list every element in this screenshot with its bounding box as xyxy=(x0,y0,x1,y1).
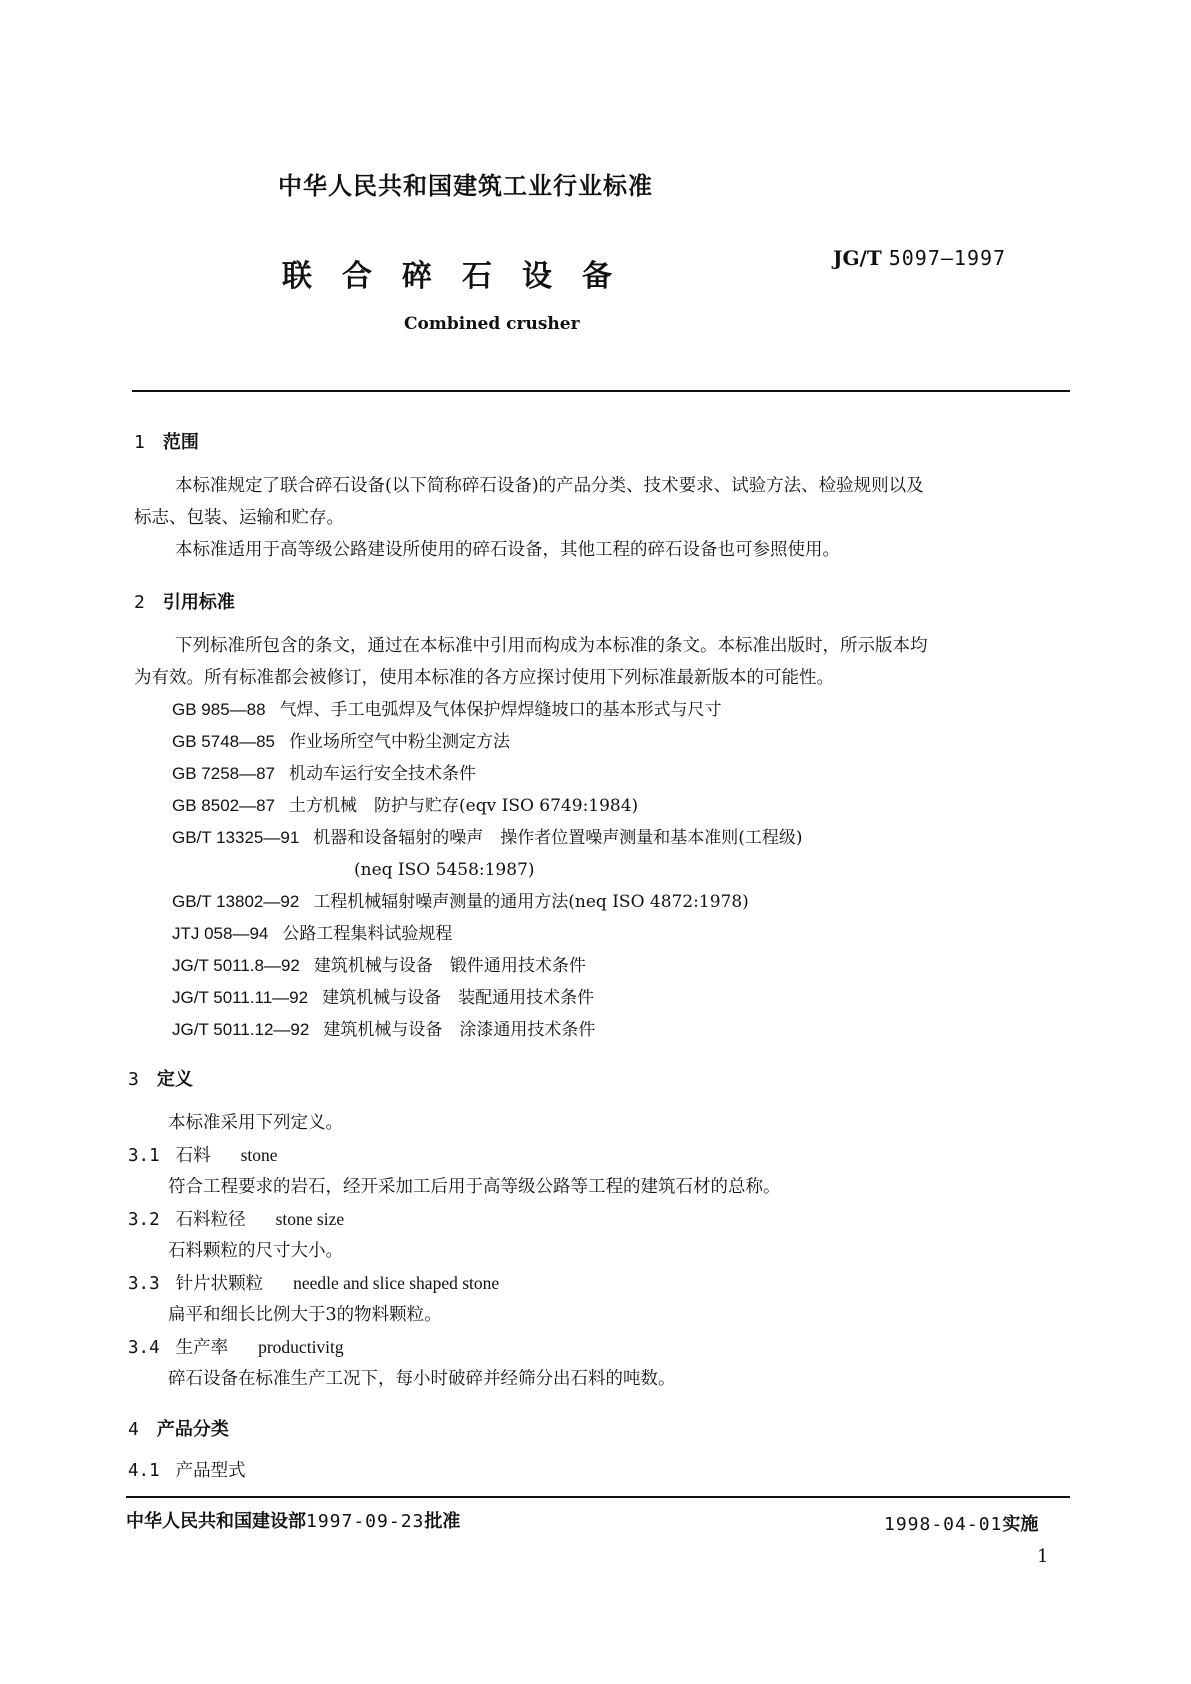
approval-line xyxy=(126,1507,460,1533)
section-2-heading xyxy=(134,588,235,614)
section-title: 范围 xyxy=(162,432,199,453)
reference-code: GB 7258—87 xyxy=(172,764,276,783)
reference-title: 工程机械辐射噪声测量的通用方法(neq ISO 4872:1978) xyxy=(313,892,749,912)
standard-code xyxy=(833,246,1006,270)
subsection-heading xyxy=(128,1455,246,1487)
issuer-line: 中华人民共和国建筑工业行业标准 xyxy=(278,172,653,200)
reference-item xyxy=(172,822,803,854)
definition-term-cn: 针片状颗粒 xyxy=(175,1274,264,1294)
reference-title: 建筑机械与设备 装配通用技术条件 xyxy=(322,988,595,1008)
reference-item-continuation xyxy=(354,854,535,886)
paragraph: 标志、包装、运输和贮存。 xyxy=(134,508,344,528)
definition-term-en: productivitg xyxy=(258,1337,344,1357)
approve-date: 1997-09-23 xyxy=(306,1511,425,1532)
definition-term-en: needle and slice shaped stone xyxy=(293,1273,500,1293)
definition-number: 3.4 xyxy=(128,1338,160,1358)
definition-description: 扁平和细长比例大于3的物料颗粒。 xyxy=(168,1305,442,1325)
section-number: 4 xyxy=(128,1419,139,1440)
definition-number: 3.2 xyxy=(128,1210,160,1230)
reference-title: (neq ISO 5458:1987) xyxy=(354,860,535,880)
definition-term xyxy=(128,1331,344,1364)
definition-term-cn: 生产率 xyxy=(175,1338,229,1358)
reference-code: GB 8502—87 xyxy=(172,796,276,815)
definition-description: 石料颗粒的尺寸大小。 xyxy=(168,1241,343,1261)
reference-code: GB/T 13802—92 xyxy=(172,892,300,911)
approver: 中华人民共和国建设部 xyxy=(126,1511,306,1532)
document-title-en: Combined crusher xyxy=(404,314,580,334)
section-4-heading xyxy=(128,1415,229,1441)
reference-item xyxy=(172,918,452,950)
reference-item xyxy=(172,694,722,726)
approve-label: 批准 xyxy=(424,1511,461,1532)
reference-code: JTJ 058—94 xyxy=(172,924,269,943)
reference-title: 机器和设备辐射的噪声 操作者位置噪声测量和基本准则(工程级) xyxy=(313,828,803,848)
standard-code-prefix: JG/T xyxy=(833,246,882,270)
section-3-heading xyxy=(128,1065,193,1091)
reference-code: JG/T 5011.12—92 xyxy=(172,1020,310,1039)
reference-item xyxy=(172,726,510,758)
reference-code: GB 5748—85 xyxy=(172,732,276,751)
header-divider xyxy=(132,390,1070,392)
section-number: 3 xyxy=(128,1069,139,1090)
definition-term-cn: 石料粒径 xyxy=(175,1210,246,1230)
section-number: 2 xyxy=(134,592,145,613)
paragraph: 下列标准所包含的条文，通过在本标准中引用而构成为本标准的条文。本标准出版时，所示版本均 xyxy=(175,636,928,656)
effective-date: 1998-04-01 xyxy=(884,1514,1003,1535)
paragraph: 为有效。所有标准都会被修订，使用本标准的各方应探讨使用下列标准最新版本的可能性。 xyxy=(134,668,834,688)
subsection-title: 产品型式 xyxy=(175,1461,246,1481)
reference-item xyxy=(172,982,594,1014)
reference-title: 气焊、手工电弧焊及气体保护焊焊缝坡口的基本形式与尺寸 xyxy=(279,700,722,720)
reference-title: 公路工程集料试验规程 xyxy=(282,924,453,944)
definition-term-en: stone xyxy=(240,1145,278,1165)
standard-code-number: 5097—1997 xyxy=(888,246,1007,270)
reference-code: GB 985—88 xyxy=(172,700,266,719)
subsection-number: 4.1 xyxy=(128,1461,160,1481)
document-title-cn: 联合碎石设备 xyxy=(282,259,642,294)
reference-code: JG/T 5011.11—92 xyxy=(172,988,309,1007)
section-number: 1 xyxy=(134,432,145,453)
section-title: 引用标准 xyxy=(162,592,235,613)
effective-line xyxy=(884,1510,1038,1536)
reference-title: 土方机械 防护与贮存(eqv ISO 6749:1984) xyxy=(289,796,639,816)
definition-number: 3.1 xyxy=(128,1146,160,1166)
reference-title: 建筑机械与设备 涂漆通用技术条件 xyxy=(323,1020,596,1040)
reference-item xyxy=(172,790,638,822)
reference-item xyxy=(172,886,749,918)
section-title: 产品分类 xyxy=(156,1419,229,1440)
definition-term xyxy=(128,1267,499,1300)
paragraph: 本标准采用下列定义。 xyxy=(168,1113,343,1133)
definition-term-cn: 石料 xyxy=(175,1146,211,1166)
page-number: 1 xyxy=(1037,1546,1049,1567)
section-title: 定义 xyxy=(156,1069,193,1090)
reference-item xyxy=(172,1014,595,1046)
definition-term-en: stone size xyxy=(275,1209,345,1229)
reference-title: 作业场所空气中粉尘测定方法 xyxy=(289,732,511,752)
reference-code: GB/T 13325—91 xyxy=(172,828,300,847)
definition-description: 碎石设备在标准生产工况下，每小时破碎并经筛分出石料的吨数。 xyxy=(168,1369,676,1389)
reference-title: 机动车运行安全技术条件 xyxy=(289,764,477,784)
reference-title: 建筑机械与设备 锻件通用技术条件 xyxy=(313,956,586,976)
definition-description: 符合工程要求的岩石，经开采加工后用于高等级公路等工程的建筑石材的总称。 xyxy=(168,1177,781,1197)
paragraph: 本标准规定了联合碎石设备(以下简称碎石设备)的产品分类、技术要求、试验方法、检验规则以及 xyxy=(175,476,924,496)
footer-divider xyxy=(126,1496,1070,1498)
paragraph: 本标准适用于高等级公路建设所使用的碎石设备，其他工程的碎石设备也可参照使用。 xyxy=(175,540,840,560)
definition-term xyxy=(128,1139,278,1172)
section-1-heading xyxy=(134,428,199,454)
definition-number: 3.3 xyxy=(128,1274,160,1294)
reference-item xyxy=(172,758,476,790)
reference-code: JG/T 5011.8—92 xyxy=(172,956,300,975)
effective-label: 实施 xyxy=(1002,1514,1039,1535)
reference-item xyxy=(172,950,586,982)
definition-term xyxy=(128,1203,344,1236)
